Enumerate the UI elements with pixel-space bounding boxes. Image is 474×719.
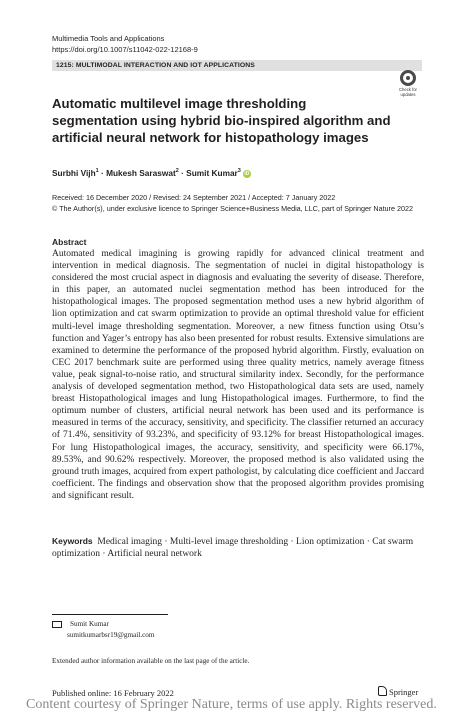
corresponding-author-email[interactable]: sumitkumarbsr19@gmail.com <box>67 631 155 639</box>
journal-name: Multimedia Tools and Applications <box>52 34 165 43</box>
keywords-list: Medical imaging · Multi-level image thresholding · Lion optimization · Cat swarm optimization · Artificial neural network <box>52 537 414 560</box>
corresponding-author <box>52 619 109 630</box>
abstract-text: Automated medical imagining is growing rapidly for advanced clinical treatment and intervention in medical diagnosis. The segmentation of nuclei in digital histopathology is considered the most crucial aspect in diagnosis and evaluating the severity of disease. Therefore, in this paper, an automated nuclei segmentation method has been introduced for the histopathological images. The proposed segmentation method uses a new hybrid algorithm of lion optimization and cat swarm optimization to provide an optimal threshold value for efficient multi-level image thresholding segmentation. Moreover, a new fitness function using Otsu’s function and Yager’s entropy has also been presented for robust results. Extensive simulations are examined to determine the performance of the proposed hybrid algorithm. Firstly, evaluation on CEC 2017 benchmark suite are performed using three quality metrics, namely average fitness value, peak signal-to-noise ratio, and structural similarity index. Secondly, for the performance analysis of developed segmentation method, two Histopathological data sets are used, namely breast Histopathological images and lung Histopathological images. Furthermore, to find the optimum number of clusters, artificial neural network has been used and its performance is measured in terms of the accuracy, sensitivity, and specificity. The classifier returned an accuracy of 71.4%, sensitivity of 93.23%, and specificity of 93.12% for breast Histopathological images. For lung Histopathological images, the accuracy, sensitivity, and specificity were 66.17%, 89.53%, and 90.62% respectively. Moreover, the proposed method is also validated using the ground truth images, acquired from expert pathologist, by calculating dice coefficient and Jaccard coefficient. The findings and observation show that the proposed algorithm provides promising and significant result. <box>52 249 424 501</box>
orcid-icon[interactable]: iD <box>244 170 250 177</box>
author-list <box>52 165 251 179</box>
extended-author-info: Extended author information available on the last page of the article. <box>52 657 250 665</box>
check-updates-icon <box>400 70 416 86</box>
footnote-rule <box>52 614 168 615</box>
abstract-heading: Abstract <box>52 237 87 247</box>
keywords-section <box>52 535 424 560</box>
author-affiliation-mark: 2 <box>175 168 179 174</box>
springer-horse-icon <box>378 686 387 696</box>
corresponding-author-name: Sumit Kumar <box>70 620 109 628</box>
check-for-updates-badge[interactable] <box>393 70 423 102</box>
courtesy-watermark: Content courtesy of Springer Nature, terms of use apply. Rights reserved. <box>26 697 437 712</box>
section-banner <box>52 60 422 71</box>
mail-icon <box>52 621 62 628</box>
author-separator: · <box>178 167 187 178</box>
author-name[interactable]: Surbhi Vijh <box>52 167 96 178</box>
article-title: Automatic multilevel image thresholding segmentation using hybrid bio-inspired algorithm and artificial neural network for histopathology images <box>52 96 391 145</box>
published-date: Published online: 16 February 2022 <box>52 688 174 698</box>
article-dates: Received: 16 December 2020 / Revised: 24 September 2021 / Accepted: 7 January 2022 <box>52 193 336 202</box>
keywords-label: Keywords <box>52 536 93 546</box>
author-separator: · <box>98 167 107 178</box>
doi-link[interactable]: https://doi.org/10.1007/s11042-022-12168-9 <box>52 45 198 54</box>
publisher-name: Springer <box>389 687 419 697</box>
author-name[interactable]: Mukesh Saraswat <box>106 167 176 178</box>
author-affiliation-mark: 1 <box>95 168 99 174</box>
check-updates-line2: updates <box>400 92 416 97</box>
section-label: 1215: MULTIMODAL INTERACTION AND IOT APPLICATIONS <box>56 62 255 69</box>
check-updates-line1: Check for <box>399 87 417 92</box>
author-affiliation-mark: 3 <box>237 168 241 174</box>
author-name[interactable]: Sumit Kumar <box>186 167 238 178</box>
copyright-notice: © The Author(s), under exclusive licence to Springer Science+Business Media, LLC, part of Springer Nature 2022 <box>52 204 413 213</box>
